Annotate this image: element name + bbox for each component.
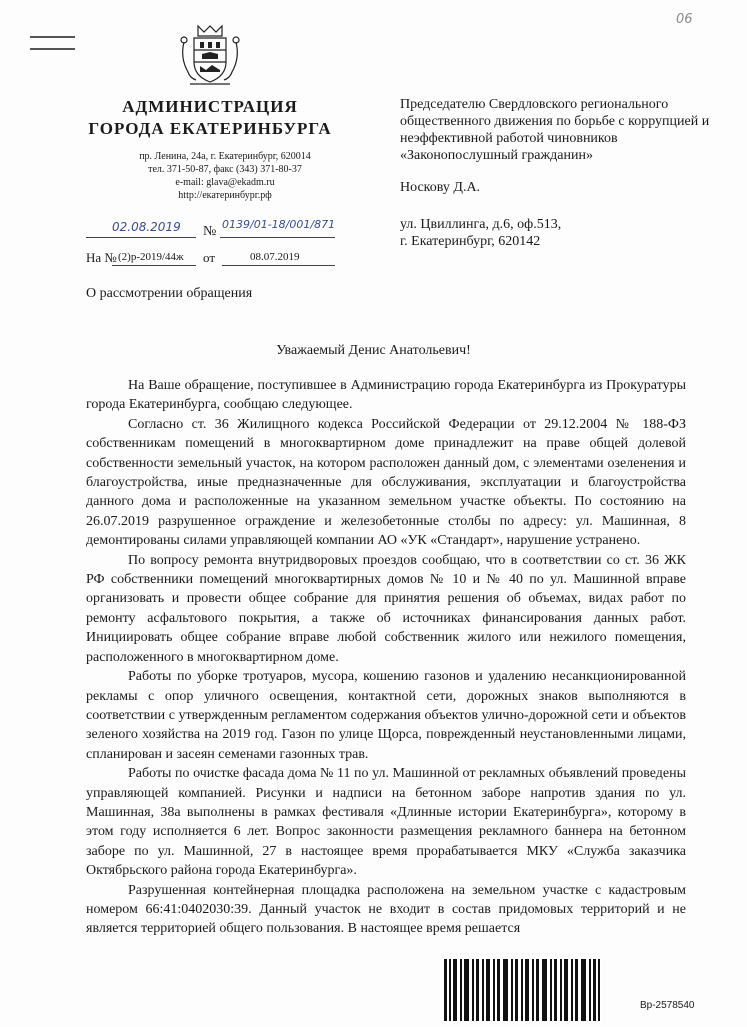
addressee-position: Председателю Свердловского регионального общественного движения по борьбе с коррупцией и неэффективной работой чиновников «Законопослушный гражданин» — [400, 97, 710, 163]
reg-date-line — [86, 237, 196, 238]
organization-name — [80, 96, 340, 140]
body-paragraph-1: На Ваше обращение, поступившее в Администрацию города Екатеринбурга из Прокуратуры города Екатеринбурга, сообщаю следующее. — [86, 378, 686, 413]
reg-number-label: № — [203, 224, 217, 239]
reg-number-line — [220, 237, 335, 238]
ref-date: 08.07.2019 — [250, 251, 300, 263]
organization-line2: ГОРОДА ЕКАТЕРИНБУРГА — [88, 119, 332, 138]
addressee-name: Носкову Д.А. — [400, 180, 481, 195]
body-paragraph-5: Работы по очистке фасада дома № 11 по ул. Машинной от рекламных объявлений проведены управляющей компанией. Рисунки и надписи на бетонном заборе напротив здания по ул. Машинная, 38а выполнены в рамках фестиваля «Длинные истории Екатеринбурга», которому в этом году исполняется 6 лет. Вопрос законности размещения рекламного баннера на бетонном заборе по ул. Машинной, 27 в настоящее время прорабатывается МКУ «Служба заказчика Октябрьского района города Екатеринбурга». — [86, 766, 686, 879]
org-site: http://екатеринбург.рф — [178, 190, 272, 201]
body-paragraph-6: Разрушенная контейнерная площадка расположена на земельном участке с кадастровым номером 66:41:0402030:39. Данный участок не входит в состав придомовых территорий и не является территорией общего пользования. В настоящее время решается — [86, 882, 686, 937]
ref-label: На № — [86, 250, 117, 265]
org-email: e-mail: glava@ekadm.ru — [175, 177, 275, 188]
document-code: Вр-2578540 — [640, 1000, 695, 1011]
addressee-block — [400, 96, 710, 250]
body-paragraph-3: По вопросу ремонта внутридворовых проездов сообщаю, что в соответствии со ст. 36 ЖК РФ собственники помещений многоквартирных домов № 10 и № 40 по ул. Машинной вправе организовать и провести общее собрание для принятия решения об объемах, видах работ по ремонту асфальтового покрытия, а также об источниках финансирования данных работ. Инициировать общее собрание вправе любой собственник жилого или нежилого помещения, расположенного в многоквартирном доме. — [86, 552, 686, 665]
corner-mark-bottom — [30, 48, 75, 50]
letter-subject: О рассмотрении обращения — [86, 286, 253, 301]
org-phone: тел. 371-50-87, факс (343) 371-80-37 — [148, 164, 302, 175]
reg-number: 0139/01-18/001/871 — [222, 218, 336, 231]
coat-of-arms-icon — [176, 22, 244, 88]
body-paragraph-4: Работы по уборке тротуаров, мусора, кошению газонов и удалению несанкционированной рекламы с опор уличного освещения, контактной сети, дорожных знаков выполняются в соответствии с утвержденным регламентом содержания объектов улично-дорожной сети и объектов зеленого хозяйства на 2019 год. Газон по улице Щорса, поврежденный неустановленными лицами, спланирован и засеян семенами газонных трав. — [86, 669, 686, 762]
org-address: пр. Ленина, 24а, г. Екатеринбург, 620014 — [139, 151, 311, 162]
organization-line1: АДМИНИСТРАЦИЯ — [122, 97, 298, 116]
ref-from-label: от — [203, 250, 216, 265]
organization-contacts — [80, 150, 370, 202]
letter-greeting: Уважаемый Денис Анатольевич! — [276, 343, 471, 358]
page-number: 06 — [676, 12, 693, 27]
body-paragraph-2: Согласно ст. 36 Жилищного кодекса Российской Федерации от 29.12.2004 № 188-ФЗ собственникам помещений в многоквартирном доме принадлежит на праве общей долевой собственности земельный участок, на котором расположен данный дом, с элементами озеленения и благоустройства, иные предназначенные для обслуживания, эксплуатации и благоустройства данного дома и расположенные на указанном земельном участке объекты. По состоянию на 26.07.2019 разрушенное ограждение и железобетонные столбы по адресу: ул. Машинная, 8 демонтированы силами управляющей компании АО «УК «Стандарт», нарушение устранено. — [86, 416, 686, 549]
addressee-address-line2: г. Екатеринбург, 620142 — [400, 234, 541, 249]
barcode-icon — [442, 957, 602, 1023]
ref-date-line — [222, 265, 335, 266]
ref-number: (2)р-2019/44ж — [118, 251, 184, 263]
reg-date: 02.08.2019 — [112, 220, 181, 234]
ref-number-line — [112, 265, 196, 266]
corner-mark-top — [30, 36, 75, 38]
letter-body — [86, 376, 686, 939]
addressee-address-line1: ул. Цвиллинга, д.6, оф.513, — [400, 217, 562, 232]
